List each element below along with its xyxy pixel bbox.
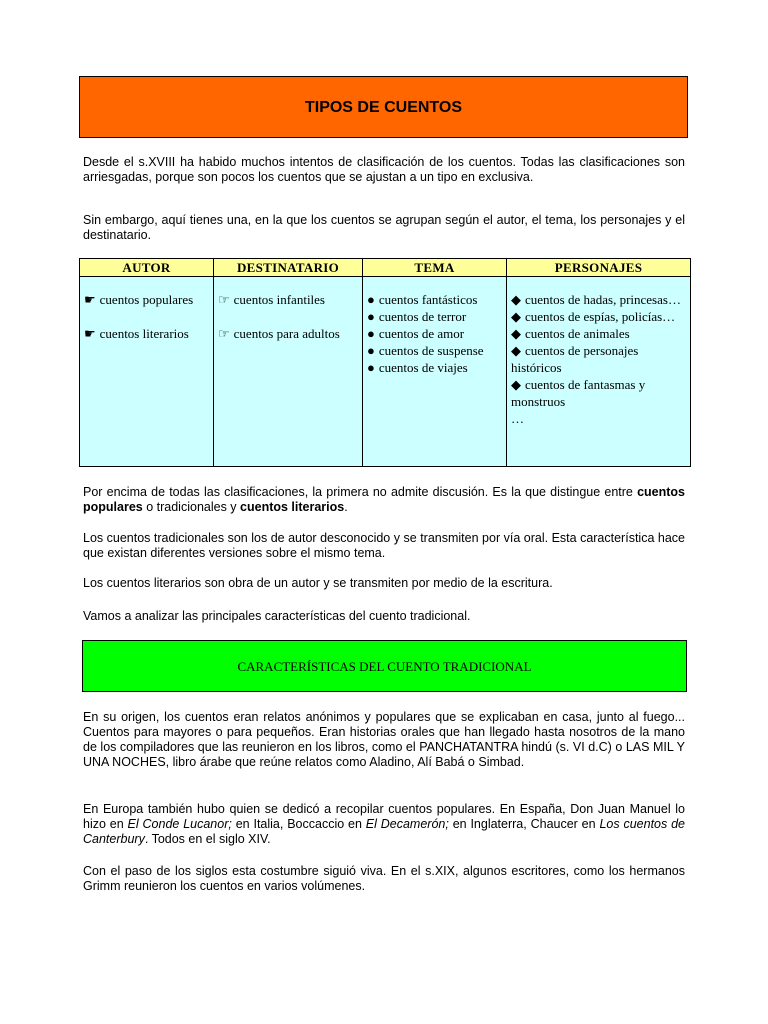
diamond-icon: ◆ bbox=[511, 343, 521, 358]
bullet-icon: ● bbox=[367, 292, 375, 307]
cell-tema bbox=[363, 277, 507, 467]
europe-paragraph: En Europa también hubo quien se dedicó a recopilar cuentos populares. En España, Don Juan Manuel lo hizo en El Conde Lucanor; en Italia, Boccaccio en El Decamerón; en Inglaterra, Chaucer en Los cuentos de Canterbury. Todos en el siglo XIV. bbox=[83, 802, 685, 846]
traditional-paragraph: Los cuentos tradicionales son los de autor desconocido y se transmiten por vía oral. Esta característica hace que existan diferentes versiones sobre el mismo tema. bbox=[83, 531, 685, 560]
list-item: ● cuentos de terror bbox=[367, 309, 467, 324]
list-item: ◆ cuentos de animales bbox=[511, 326, 630, 341]
list-item: ● cuentos fantásticos bbox=[367, 292, 478, 307]
list-item-ellipsis: … bbox=[511, 411, 524, 426]
title-banner bbox=[79, 76, 688, 138]
page-title: TIPOS DE CUENTOS bbox=[304, 98, 463, 116]
book-title: Los cuentos de Canterbury bbox=[83, 817, 685, 846]
list-item: ☛ cuentos literarios bbox=[84, 326, 189, 341]
diamond-icon: ◆ bbox=[511, 326, 521, 341]
section-banner bbox=[82, 640, 687, 692]
section-title: CARACTERÍSTICAS DEL CUENTO TRADICIONAL bbox=[237, 658, 532, 674]
classification-paragraph: Por encima de todas las clasificaciones, la primera no admite discusión. Es la que distingue entre cuentos populares o tradicionales y cuentos literarios. bbox=[83, 485, 685, 514]
intro-paragraph-1: Desde el s.XVIII ha habido muchos intentos de clasificación de los cuentos. Todas las clasificaciones son arriesgadas, porque son pocos los cuentos que se ajustan a un tipo en exclusiva. bbox=[83, 155, 685, 184]
list-item: ◆ cuentos de personajes históricos bbox=[511, 343, 639, 375]
bullet-icon: ● bbox=[367, 309, 375, 324]
book-title: El Decamerón; bbox=[365, 817, 449, 831]
classification-table bbox=[79, 258, 691, 467]
header-destinatario: DESTINATARIO bbox=[214, 259, 363, 277]
intro-paragraph-2: Sin embargo, aquí tienes una, en la que los cuentos se agrupan según el autor, el tema, los personajes y el destinatario. bbox=[83, 213, 685, 242]
literary-paragraph: Los cuentos literarios son obra de un autor y se transmiten por medio de la escritura. bbox=[83, 576, 553, 590]
term-cuentos-populares: cuentos populares bbox=[83, 485, 685, 514]
cell-destinatario bbox=[214, 277, 363, 467]
pointing-hand-icon: ☞ bbox=[218, 292, 230, 307]
list-item: ◆ cuentos de fantasmas y monstruos bbox=[511, 377, 646, 409]
header-personajes: PERSONAJES bbox=[507, 259, 691, 277]
analyze-paragraph: Vamos a analizar las principales características del cuento tradicional. bbox=[83, 609, 471, 623]
header-tema: TEMA bbox=[363, 259, 507, 277]
list-item: ● cuentos de amor bbox=[367, 326, 465, 341]
diamond-icon: ◆ bbox=[511, 292, 521, 307]
bullet-icon: ● bbox=[367, 326, 375, 341]
list-item: ☞ cuentos para adultos bbox=[218, 326, 340, 341]
origin-paragraph: En su origen, los cuentos eran relatos anónimos y populares que se explicaban en casa, junto al fuego... Cuentos para mayores o para pequeños. Eran historias orales que han llegado hasta nosotros de la mano de los compiladores que las reunieron en los libros, como el PANCHATANTRA hindú (s. VI d.C) o LAS MIL Y UNA NOCHES, libro árabe que reúne relatos como Aladino, Alí Babá o Simbad. bbox=[83, 710, 685, 769]
grimm-paragraph: Con el paso de los siglos esta costumbre siguió viva. En el s.XIX, algunos escritores, como los hermanos Grimm reunieron los cuentos en varios volúmenes. bbox=[83, 864, 685, 893]
cell-personajes bbox=[507, 277, 691, 467]
bullet-icon: ● bbox=[367, 343, 375, 358]
term-cuentos-literarios: cuentos literarios bbox=[240, 500, 345, 514]
pointing-hand-icon: ☛ bbox=[84, 326, 96, 341]
pointing-hand-icon: ☞ bbox=[218, 326, 230, 341]
list-item: ● cuentos de suspense bbox=[367, 343, 484, 358]
list-item: ◆ cuentos de espías, policías… bbox=[511, 309, 676, 324]
list-item: ● cuentos de viajes bbox=[367, 360, 468, 375]
list-item: ◆ cuentos de hadas, princesas… bbox=[511, 292, 681, 307]
bullet-icon: ● bbox=[367, 360, 375, 375]
header-autor: AUTOR bbox=[80, 259, 214, 277]
book-title: El Conde Lucanor; bbox=[127, 817, 232, 831]
diamond-icon: ◆ bbox=[511, 309, 521, 324]
pointing-hand-icon: ☛ bbox=[84, 292, 96, 307]
list-item: ☞ cuentos infantiles bbox=[218, 292, 325, 307]
list-item: ☛ cuentos populares bbox=[84, 292, 194, 307]
cell-autor bbox=[80, 277, 214, 467]
diamond-icon: ◆ bbox=[511, 377, 521, 392]
